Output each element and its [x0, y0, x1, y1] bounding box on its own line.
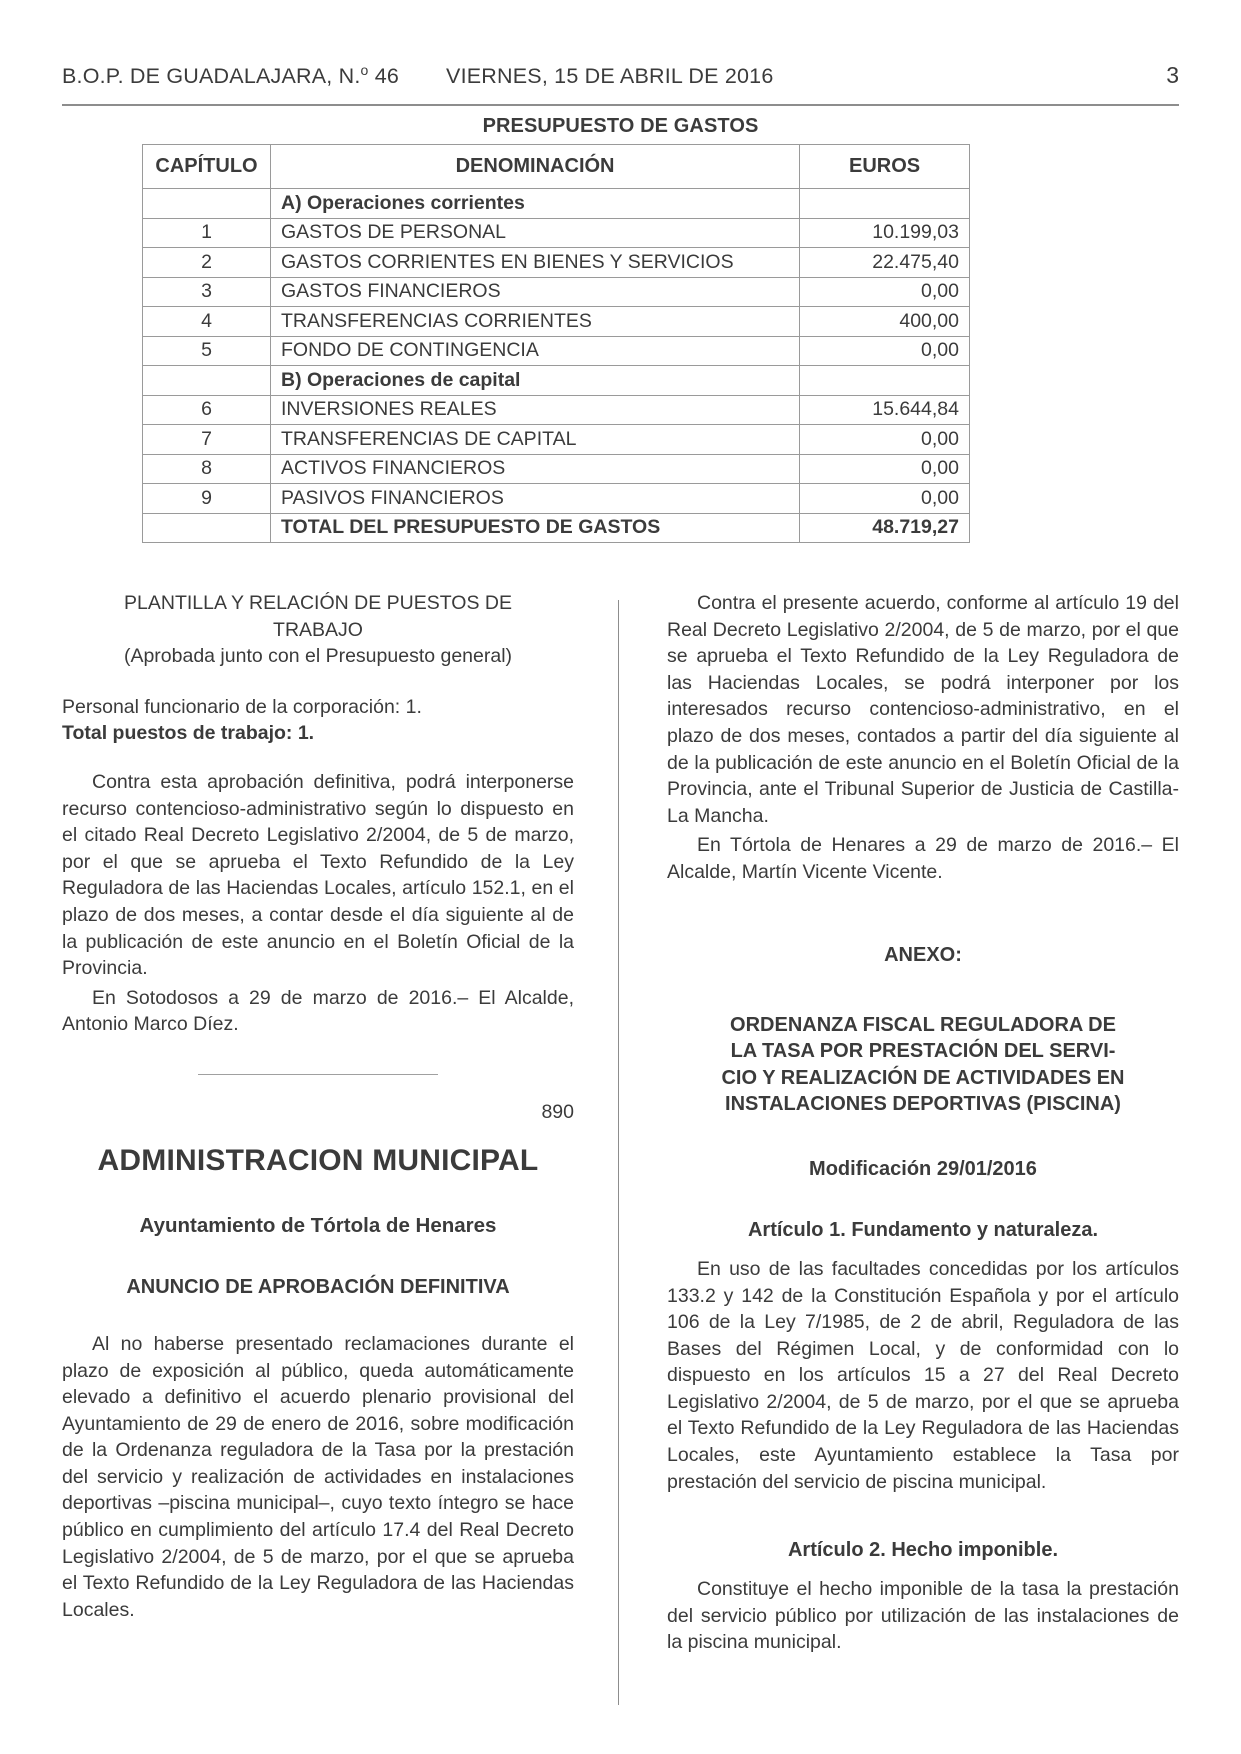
- cell-denominacion: INVERSIONES REALES: [270, 395, 799, 425]
- table-row: [143, 307, 970, 337]
- budget-table-title: PRESUPUESTO DE GASTOS: [482, 115, 759, 137]
- cell-euros: 0,00: [800, 425, 970, 455]
- table-row: [143, 366, 970, 396]
- cell-denominacion: ACTIVOS FINANCIEROS: [270, 454, 799, 484]
- cell-capitulo: 9: [143, 484, 271, 514]
- cell-euros: 10.199,03: [800, 218, 970, 248]
- cell-euros: 0,00: [800, 484, 970, 514]
- cell-euros: 0,00: [800, 454, 970, 484]
- cell-euros: 400,00: [800, 307, 970, 337]
- paragraph-sotodosos: En Sotodosos a 29 de marzo de 2016.– El Alcalde, Antonio Marco Díez.: [62, 986, 574, 1036]
- section-separator-rule: [198, 1074, 438, 1075]
- table-row: [143, 395, 970, 425]
- header-date: VIERNES, 15 DE ABRIL DE 2016: [446, 64, 774, 89]
- personal-funcionario-line: Personal funcionario de la corporación: 1.: [62, 695, 422, 718]
- cell-euros: [800, 366, 970, 396]
- cell-capitulo: [143, 513, 271, 543]
- ayuntamiento-heading: Ayuntamiento de Tórtola de Henares: [139, 1213, 497, 1237]
- cell-denominacion: TRANSFERENCIAS CORRIENTES: [270, 307, 799, 337]
- ordenanza-line2: LA TASA POR PRESTACIÓN DEL SERVI-: [730, 1040, 1116, 1063]
- right-column: [667, 590, 1179, 1710]
- cell-denominacion: A) Operaciones corrientes: [270, 189, 799, 219]
- cell-euros: 15.644,84: [800, 395, 970, 425]
- table-row: [143, 248, 970, 278]
- budget-table-head: [143, 145, 970, 189]
- cell-capitulo: 3: [143, 277, 271, 307]
- table-row: [143, 218, 970, 248]
- cell-denominacion: PASIVOS FINANCIEROS: [270, 484, 799, 514]
- ordenanza-line4: INSTALACIONES DEPORTIVAS (PISCINA): [725, 1093, 1121, 1116]
- reference-number: 890: [541, 1100, 574, 1123]
- cell-capitulo: 2: [143, 248, 271, 278]
- header-divider: [62, 104, 1179, 106]
- cell-capitulo: 5: [143, 336, 271, 366]
- ordenanza-line1: ORDENANZA FISCAL REGULADORA DE: [730, 1013, 1116, 1036]
- budget-table-body: [143, 189, 970, 543]
- column-divider: [618, 600, 619, 1705]
- paragraph-contra-aprobacion: Contra esta aprobación definitiva, podrá interponerse recurso contencioso-administrativo según lo dispuesto en el citado Real Decreto Legislativo 2/2004, de 5 de marzo, por el que se aprueba el Texto Refundido de la Ley Reguladora de las Haciendas Locales, artículo 152.1, en el plazo de dos meses, a contar desde el día siguiente al de la publicación de este anuncio en el Boletín Oficial de la Provincia.: [62, 770, 574, 980]
- articulo-2-title: Artículo 2. Hecho imponible.: [787, 1539, 1059, 1562]
- page-header: [62, 62, 1179, 104]
- table-row: [143, 484, 970, 514]
- cell-denominacion: FONDO DE CONTINGENCIA: [270, 336, 799, 366]
- cell-euros: 48.719,27: [800, 513, 970, 543]
- table-row: [143, 425, 970, 455]
- page-number: 3: [1166, 62, 1179, 89]
- total-puestos-line: Total puestos de trabajo: 1.: [62, 722, 315, 745]
- budget-table: [142, 144, 970, 543]
- bulletin-number: 46: [368, 64, 400, 89]
- plantilla-title-line1: PLANTILLA Y RELACIÓN DE PUESTOS DE: [124, 592, 512, 614]
- body-columns: [62, 590, 1179, 1710]
- cell-capitulo: [143, 189, 271, 219]
- articulo-1-title: Artículo 1. Fundamento y naturaleza.: [747, 1218, 1099, 1241]
- paragraph-anuncio-body: Al no haberse presentado reclamaciones durante el plazo de exposición al público, queda automáticamente elevado a definitivo el acuerdo plenario provisional del Ayuntamiento de 29 de enero de 2016, sobre modificación de la Ordenanza reguladora de la Tasa por la prestación del servicio y realización de actividades en instalaciones deportivas –piscina municipal–, cuyo texto íntegro se hace público en cumplimiento del artículo 17.4 del Real Decreto Legislativo 2/2004, de 5 de marzo, por el que se aprueba el Texto Refundido de la Ley Reguladora de las Haciendas Locales.: [62, 1332, 574, 1621]
- cell-denominacion: TRANSFERENCIAS DE CAPITAL: [270, 425, 799, 455]
- cell-capitulo: 6: [143, 395, 271, 425]
- articulo-2-body: Constituye el hecho imponible de la tasa la prestación del servicio público por utilización de las instalaciones de la piscina municipal.: [667, 1578, 1179, 1654]
- anuncio-heading: ANUNCIO DE APROBACIÓN DEFINITIVA: [126, 1275, 510, 1298]
- cell-euros: 0,00: [800, 277, 970, 307]
- cell-denominacion: GASTOS FINANCIEROS: [270, 277, 799, 307]
- cell-euros: 22.475,40: [800, 248, 970, 278]
- cell-capitulo: 7: [143, 425, 271, 455]
- paragraph-contra-acuerdo: Contra el presente acuerdo, conforme al artículo 19 del Real Decreto Legislativo 2/2004, de 5 de marzo, por el que se aprueba el Texto Refundido de la Ley Reguladora de las Haciendas Locales, se podrá interponer por los interesados recurso contencioso-administrativo, en el plazo de dos meses, contados a partir del día siguiente al de la publicación de este anuncio en el Boletín Oficial de la Provincia, ante el Tribunal Superior de Justicia de Castilla-La Mancha.: [667, 592, 1179, 827]
- column-header-capitulo: CAPÍTULO: [143, 145, 271, 189]
- cell-capitulo: [143, 366, 271, 396]
- cell-denominacion: TOTAL DEL PRESUPUESTO DE GASTOS: [270, 513, 799, 543]
- cell-capitulo: 4: [143, 307, 271, 337]
- left-column: [62, 590, 574, 1710]
- cell-denominacion: B) Operaciones de capital: [270, 366, 799, 396]
- table-row: [143, 189, 970, 219]
- table-row: [143, 336, 970, 366]
- table-row: [143, 277, 970, 307]
- cell-denominacion: GASTOS DE PERSONAL: [270, 218, 799, 248]
- modificacion-date: Modificación 29/01/2016: [809, 1157, 1037, 1180]
- administracion-municipal-heading: ADMINISTRACION MUNICIPAL: [97, 1143, 539, 1177]
- bulletin-label: [62, 62, 399, 89]
- table-row: [143, 454, 970, 484]
- cell-euros: [800, 189, 970, 219]
- bulletin-ordinal: o: [360, 62, 369, 78]
- plantilla-title: [62, 590, 574, 670]
- cell-capitulo: 1: [143, 218, 271, 248]
- column-header-denominacion: DENOMINACIÓN: [270, 145, 799, 189]
- ordenanza-heading: [667, 1012, 1179, 1118]
- table-header-row: [143, 145, 970, 189]
- articulo-1-body: En uso de las facultades concedidas por los artículos 133.2 y 142 de la Constitución Española y por el artículo 106 de la Ley 7/1985, de 2 de abril, Reguladora de las Bases del Régimen Local, y de conformidad con lo dispuesto en los artículos 15 a 27 del Real Decreto Legislativo 2/2004, de 5 de marzo, por el que se aprueba el Texto Refundido de la Ley Reguladora de las Haciendas Locales, este Ayuntamiento establece la Tasa por prestación del servicio de piscina municipal.: [667, 1257, 1179, 1493]
- bulletin-text: B.O.P. DE GUADALAJARA, N.: [62, 64, 361, 89]
- paragraph-tortola: En Tórtola de Henares a 29 de marzo de 2016.– El Alcalde, Martín Vicente Vicente.: [667, 834, 1179, 883]
- table-row: [143, 513, 970, 543]
- plantilla-subtitle: (Aprobada junto con el Presupuesto general): [123, 645, 513, 668]
- cell-denominacion: GASTOS CORRIENTES EN BIENES Y SERVICIOS: [270, 248, 799, 278]
- ordenanza-line3: CIO Y REALIZACIÓN DE ACTIVIDADES EN: [721, 1066, 1125, 1089]
- anexo-heading: ANEXO:: [884, 943, 962, 966]
- cell-euros: 0,00: [800, 336, 970, 366]
- plantilla-title-line2: TRABAJO: [273, 618, 363, 641]
- column-header-euros: EUROS: [800, 145, 970, 189]
- cell-capitulo: 8: [143, 454, 271, 484]
